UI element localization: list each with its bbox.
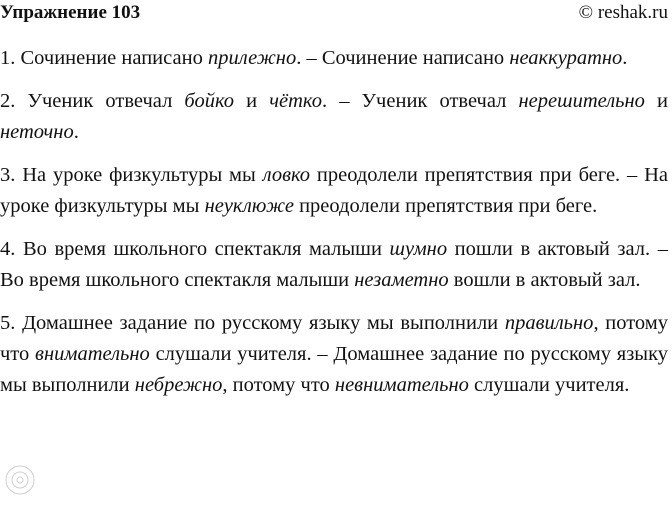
text-segment: 2. Ученик отвечал (0, 90, 185, 112)
text-segment: и (644, 90, 668, 112)
exercise-title: Упражнение 103 (0, 2, 141, 23)
text-segment: 4. Во время школьного спектакля малыши (0, 238, 390, 260)
text-segment: , потому что (222, 374, 335, 396)
text-segment: слушали учителя. – Домашнее задание по русскому языку мы выполнили (0, 343, 668, 396)
text-segment: преодолели препятствия при беге. – На уроке физкультуры мы (0, 164, 669, 217)
italic-adverb: бойко (184, 90, 235, 112)
italic-adverb: прилежно (207, 47, 297, 69)
italic-adverb: шумно (389, 238, 448, 260)
italic-adverb: незаметно (354, 269, 449, 291)
italic-adverb: правильно (504, 312, 594, 334)
text-segment: 3. На уроке физкультуры мы (0, 164, 263, 186)
text-segment: и (234, 90, 270, 112)
italic-adverb: внимательно (35, 343, 150, 365)
italic-adverb: неаккуратно (509, 47, 623, 69)
text-segment: . – Ученик отвечал (321, 90, 519, 112)
header (0, 0, 668, 26)
exercise-item-1 (0, 43, 668, 74)
text-segment: пошли в актовый зал. – Во время школьного спектакля малыши (0, 238, 668, 291)
exercise-item-3 (0, 160, 668, 222)
text-segment: слушали учителя. (468, 374, 630, 396)
watermark-logo (2, 440, 62, 520)
exercise-item-4 (0, 234, 668, 296)
italic-adverb: неточно (0, 121, 74, 143)
exercise-item-2 (0, 86, 668, 148)
site-credit: © reshak.ru (578, 2, 668, 23)
text-segment: . (622, 47, 628, 69)
text-segment: 5. Домашнее задание по русскому языку мы выполнили (0, 312, 505, 334)
text-segment: преодолели препятствия при беге. (293, 195, 598, 217)
text-segment: 1. Сочинение написано (0, 47, 208, 69)
exercise-item-5 (0, 308, 668, 401)
italic-adverb: ловко (262, 164, 311, 186)
text-segment: , потому что (0, 312, 668, 365)
italic-adverb: нерешительно (518, 90, 645, 112)
exercise-body (0, 43, 668, 413)
italic-adverb: неуклюже (204, 195, 294, 217)
text-segment: . (73, 121, 79, 143)
italic-adverb: небрежно (134, 374, 223, 396)
italic-adverb: чётко (269, 90, 322, 112)
italic-adverb: невнимательно (334, 374, 469, 396)
text-segment: вошли в актовый зал. (448, 269, 641, 291)
text-segment: . – Сочинение написано (296, 47, 510, 69)
